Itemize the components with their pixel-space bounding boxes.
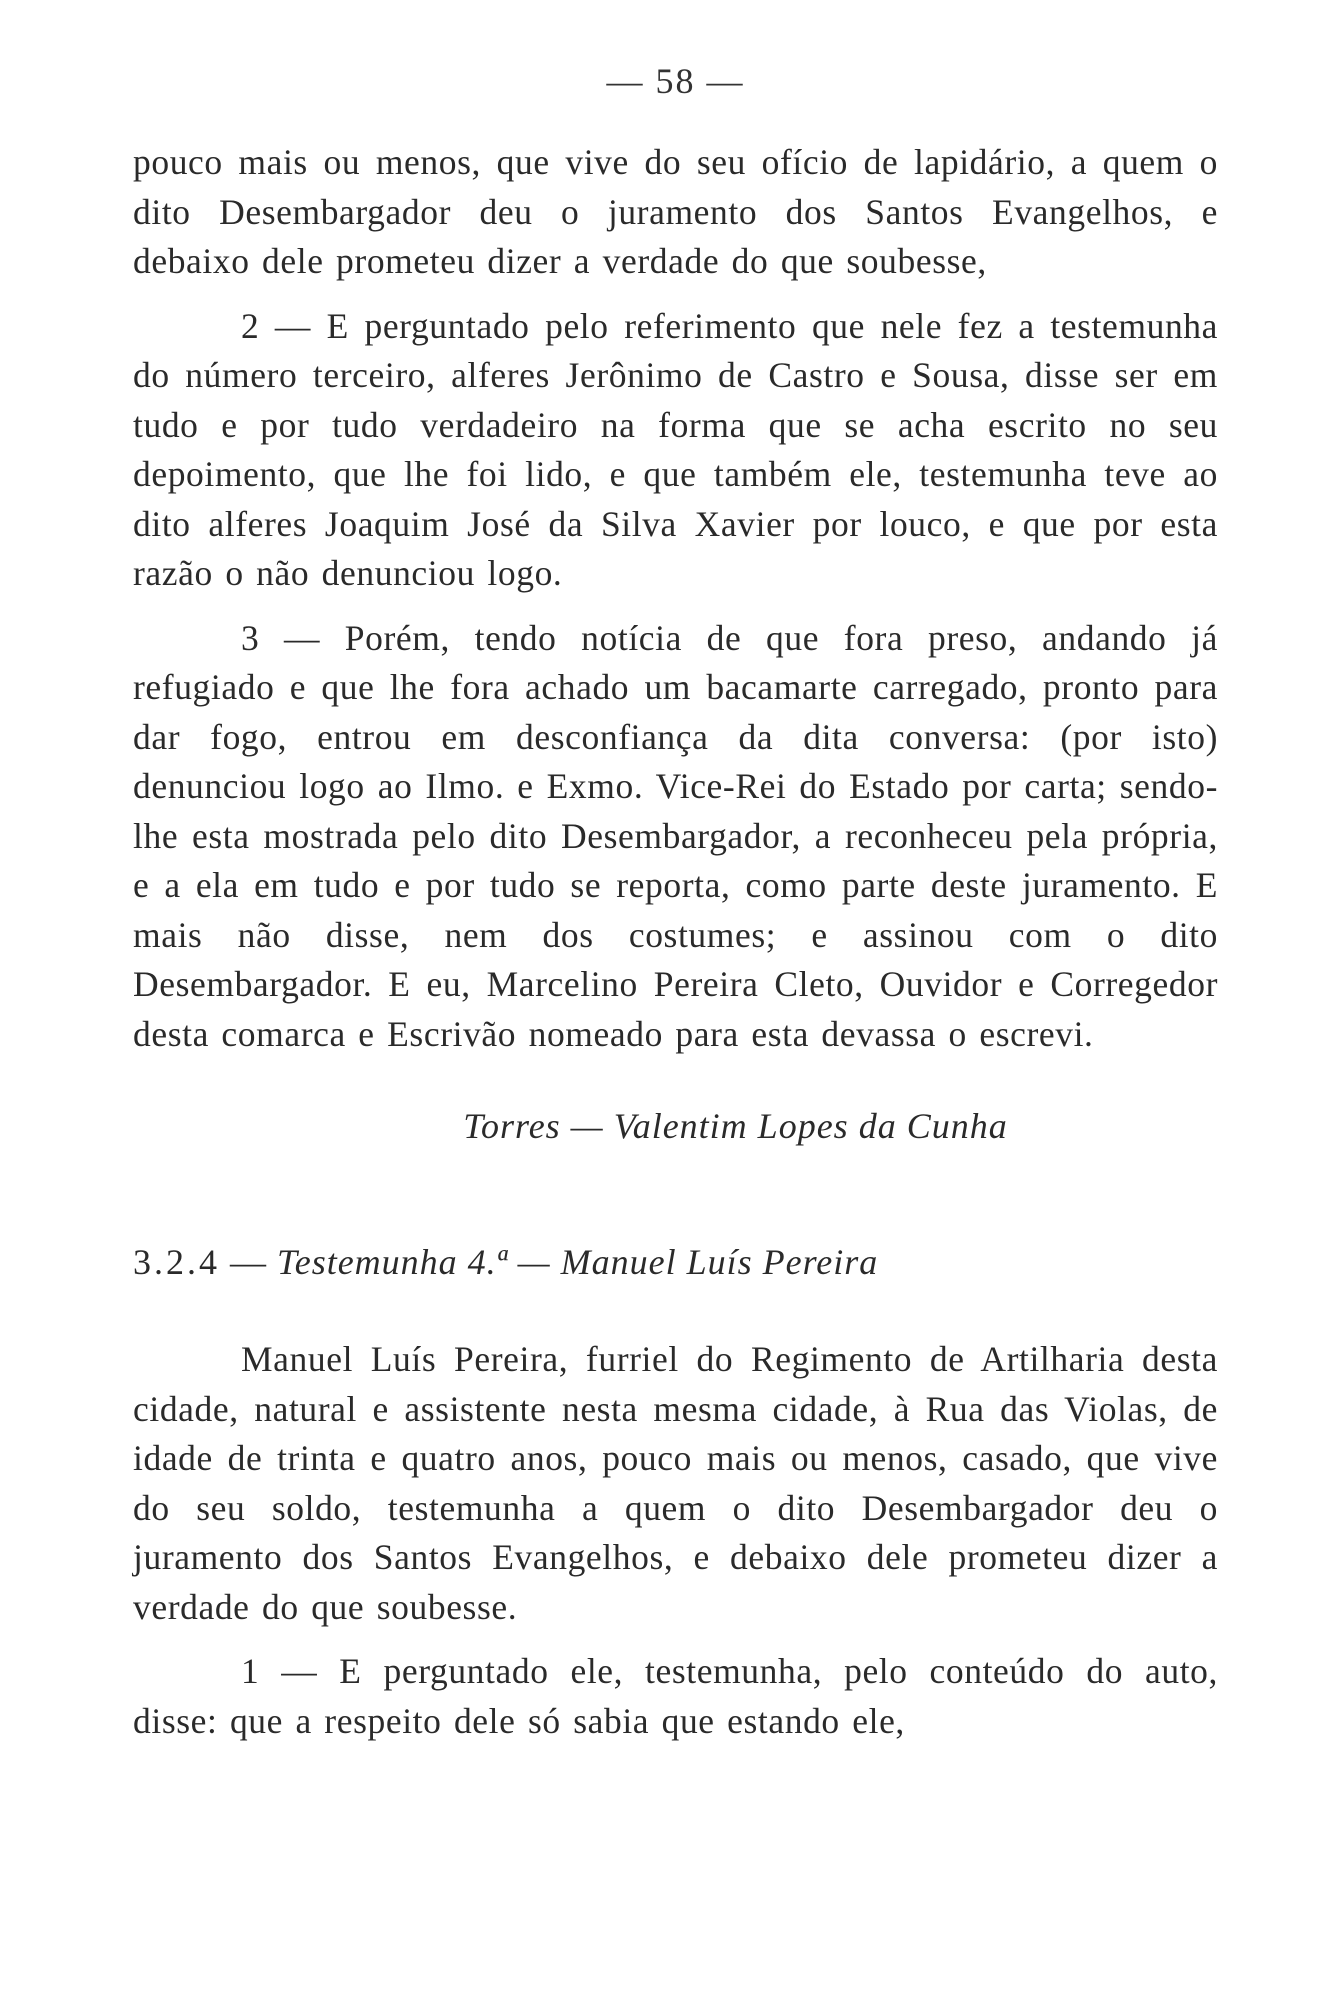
section-separator: — [230, 1242, 267, 1282]
section-title: Testemunha 4.ª — Manuel Luís Pereira [277, 1242, 879, 1282]
paragraph-witness-intro: Manuel Luís Pereira, furriel do Regimento de Artilharia desta cidade, natural e assistente nesta mesma cidade, à Rua das Violas, de idade de trinta e quatro anos, pouco mais ou menos, casado, que vive do seu soldo, testemunha a quem o dito Desembargador deu o juramento dos Santos Evangelhos, e debaixo dele prometeu dizer a verdade do que soubesse. [133, 1339, 1218, 1627]
section-number: 3.2.4 [133, 1242, 220, 1282]
paragraph-item-1: 1 — E perguntado ele, testemunha, pelo conteúdo do auto, disse: que a respeito dele só sabia que estando ele, [133, 1651, 1218, 1741]
paragraph-item-2: 2 — E perguntado pelo referimento que nele fez a testemunha do número terceiro, alferes Jerônimo de Castro e Sousa, disse ser em tudo e por tudo verdadeiro na forma que se acha escrito no seu depoimento, que lhe foi lido, e que também ele, testemunha teve ao dito alferes Joaquim José da Silva Xavier por louco, e que por esta razão o não denunciou logo. [133, 305, 1218, 593]
paragraph-continuation: pouco mais ou menos, que vive do seu ofício de lapidário, a quem o dito Desembargador deu o juramento dos Santos Evangelhos, e debaixo dele prometeu dizer a verdade do que soubesse, [133, 142, 1218, 281]
signature-line: Torres — Valentim Lopes da Cunha [463, 1106, 1008, 1146]
page-number: — 58 — [606, 61, 745, 101]
document-page [133, 60, 1218, 1746]
section-heading [133, 1241, 1218, 1283]
paragraph-item-3: 3 — Porém, tendo notícia de que fora preso, andando já refugiado e que lhe fora achado um bacamarte carregado, pronto para dar fogo, entrou em desconfiança da dita conversa: (por isto) denunciou logo ao Ilmo. e Exmo. Vice-Rei do Estado por carta; sendo-lhe esta mostrada pelo dito Desembargador, a reconheceu pela própria, e a ela em tudo e por tudo se reporta, como parte deste juramento. E mais não disse, nem dos costumes; e assinou com o dito Desembargador. E eu, Marcelino Pereira Cleto, Ouvidor e Corregedor desta comarca e Escrivão nomeado para esta devassa o escrevi. [133, 617, 1218, 1054]
